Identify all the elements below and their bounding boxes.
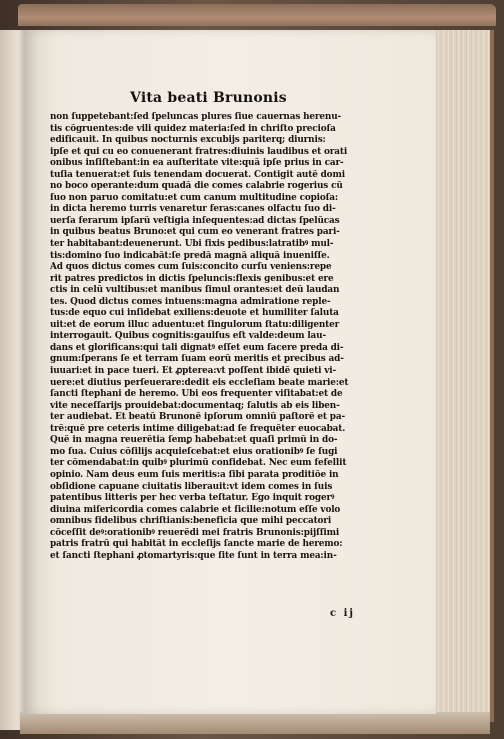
text-line: no boco operante:dum quadã die comes calabrie rogerius cũ xyxy=(50,181,343,192)
text-line: opinio. Nam deus eum ſuis meritis:a ſibi parata proditiõe in xyxy=(50,469,339,480)
page-bottom-edge xyxy=(20,712,490,734)
text-line: ctis in celũ vultibus:et manibus ſimul orantes:et deũ laudan xyxy=(50,285,340,296)
text-line: rit patres predictos in dictis ſpeluncis:flexis genibus:et ere xyxy=(50,273,334,284)
text-line: obſidione capuane ciuitatis liberauit:vt idem comes in ſuis xyxy=(50,481,333,492)
text-line: Quẽ in magna reuerẽtia ſemꝑ habebat:et quaſi primũ in do- xyxy=(50,435,338,446)
right-page-stack xyxy=(430,30,494,722)
text-line: ter cõmendabat:in quibꝰ plurimũ confidebat. Nec eum fefellit xyxy=(50,458,347,469)
text-line: ipſe et qui cu eo conuenerant fratres:diuinis laudibus et orati xyxy=(50,146,348,157)
text-line: vite neceſſarijs prouidebat:documentaq; ſalutis ab eis liben- xyxy=(50,400,340,411)
text-line: uit:et de eorum illuc aduentu:et ſingulorum ſtatu:diligenter xyxy=(50,319,340,330)
text-line: tis:domino ſuo indicabãt:ſe predã magnã aliquã inueniſſe. xyxy=(50,250,330,261)
text-line: Ad quos dictus comes cum ſuis:concito curſu veniens:repe xyxy=(50,262,332,273)
text-line: dans et glorificans:qui tali dignatꝰ eſſet eum facere preda di- xyxy=(50,342,344,353)
text-line: et ſancti ſtephani ꝓtomartyris:que ſite ſunt in terra mea:in- xyxy=(50,550,337,561)
text-line: ter habitabant:deuenerunt. Ubi fixis pedibus:latratibꝰ mul- xyxy=(50,239,334,250)
text-line: uerſa ferarum ipſarũ veſtigia inſequentes:ad dictas ſpelũcas xyxy=(50,215,340,226)
text-line: tuſia tenuerat:et ſuis tenendam docuerat. Contigit autẽ domi xyxy=(50,169,345,180)
text-line: patentibus litteris per hec verba teſtatur. Ego inquit rogerꝰ xyxy=(50,493,335,504)
text-line: mo ſua. Cuius cõſilijs acquieſcebat:et eius orationibꝰ ſe ſugi xyxy=(50,446,338,457)
text-line: non ſuppetebant:ſed ſpeluncas plures ſiue cauernas herenu- xyxy=(50,112,342,122)
left-page-edge xyxy=(0,30,26,730)
text-line: in dicta heremo turris venaretur feras:canes olfactu ſuo di- xyxy=(50,204,336,215)
text-line: in quibus beatus Bruno:et qui cum eo venerant fratres pari- xyxy=(50,227,340,238)
text-line: interrogauit. Quibus cognitis:gauiſus eſt valde:deum lau- xyxy=(50,331,326,342)
signature-mark: c ij xyxy=(330,608,355,619)
text-line: ſuo non paruo comitatu:et cum canum multitudine copioſa: xyxy=(50,192,339,203)
text-line: tus:de equo cui inſidebat exiliens:deuote et humiliter ſaluta xyxy=(50,308,339,319)
text-block xyxy=(50,112,384,562)
text-line: trẽ:quẽ pre ceteris intime diligebat:ad ſe frequẽter euocabat. xyxy=(50,423,346,434)
text-line: gnum:ſperans ſe et terram ſuam eorũ meritis et precibus ad- xyxy=(50,354,344,365)
text-line: omnibus fidelibus chriſtianis:beneficia que mihi peccatori xyxy=(50,516,332,527)
text-line: tis cõgruentes:de vili quidez materia:ſed in chriſto precioſa xyxy=(50,123,336,134)
text-line: ſancti ſtephani de heremo. Ubi eos frequenter viſitabat:et de xyxy=(50,389,343,400)
running-header: Vita beati Brunonis xyxy=(130,90,287,106)
text-line: onibus inſiſtebant:in ea auſteritate vite:quã ipſe prius in car- xyxy=(50,158,344,169)
text-line: diuina miſericordia comes calabrie et ſicilie:notum eſſe volo xyxy=(50,504,341,515)
text-line: edificauit. In quibus nocturnis excubijs pariterq; diurnis: xyxy=(50,135,326,146)
text-line: patris fratrũ qui habitãt in eccleſijs ſancte marie de heremo: xyxy=(50,539,343,550)
text-line: cõceſſit deꝰ:orationibꝰ reuerẽdi mei fratris Brunonis:pijſſimi xyxy=(50,527,340,538)
book-cover-top-edge xyxy=(18,4,496,26)
text-line: iuuari:et in pace tueri. Et ꝓpterea:vt poſſent ibidẽ quieti vi- xyxy=(50,366,337,377)
text-line: uere:et diutius perſeuerare:dedit eis eccleſiam beate marie:et xyxy=(50,377,349,388)
text-line: tes. Quod dictus comes intuens:magna admiratione reple- xyxy=(50,296,331,307)
text-line: ter audiebat. Et beatũ Brunonẽ ipſorum omniũ paſtorẽ et pa- xyxy=(50,412,345,423)
